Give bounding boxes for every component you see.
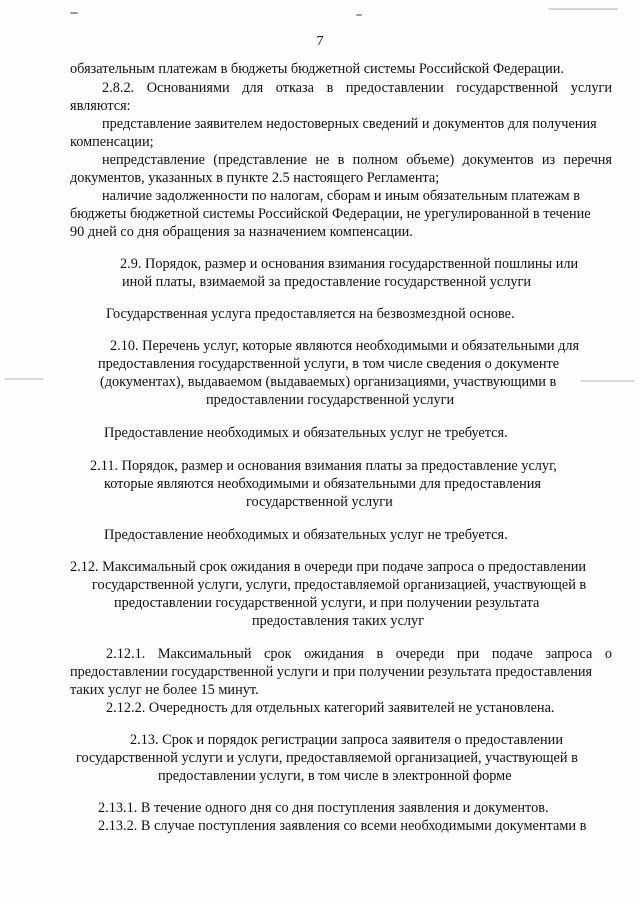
section-heading: 2.12. Максимальный срок ожидания в очереди при подаче запроса о предоставлении xyxy=(70,559,587,575)
text-line: 2.13.2. В случае поступления заявления со всеми необходимыми документами в xyxy=(98,818,587,834)
section-heading: государственной услуги xyxy=(246,494,393,510)
text-line: 2.12.1. Максимальный срок ожидания в очереди при подаче запроса о xyxy=(106,646,612,662)
text-line: наличие задолженности по налогам, сборам и иным обязательным платежам в xyxy=(102,188,581,204)
text-line: обязательным платежам в бюджеты бюджетной системы Российской Федерации. xyxy=(70,61,564,77)
text-line: являются: xyxy=(70,98,131,114)
text-line: компенсации; xyxy=(70,134,154,150)
section-heading: предоставлении государственной услуги xyxy=(206,392,455,408)
scan-speck xyxy=(70,12,78,14)
section-heading: которые являются необходимыми и обязательными для предоставления xyxy=(104,476,541,492)
section-heading: 2.10. Перечень услуг, которые являются необходимыми и обязательными для xyxy=(110,338,580,354)
section-heading: иной платы, взимаемой за предоставление государственной услуги xyxy=(122,274,531,290)
text-line: бюджеты бюджетной системы Российской Федерации, не урегулированной в течение xyxy=(70,206,591,222)
text-line: Государственная услуга предоставляется на безвозмездной основе. xyxy=(106,306,515,322)
section-heading: предоставления таких услуг xyxy=(252,613,425,629)
text-line: 2.13.1. В течение одного дня со дня поступления заявления и документов. xyxy=(98,800,549,816)
section-heading: государственной услуги и услуги, предоставляемой организацией, участвующей в xyxy=(76,750,578,766)
section-heading: государственной услуги, услуги, предоставляемой организацией, участвующей в xyxy=(92,577,587,593)
section-heading: 2.13. Срок и порядок регистрации запроса заявителя о предоставлении xyxy=(130,732,563,748)
text-line: документов, указанных в пункте 2.5 настоящего Регламента; xyxy=(70,170,440,186)
section-heading: предоставлении услуги, в том числе в электронной форме xyxy=(158,768,512,784)
text-line: 2.8.2. Основаниями для отказа в предоставлении государственной услуги xyxy=(102,80,612,96)
section-heading: предоставления государственной услуги, в том числе сведения о документе xyxy=(98,356,560,372)
text-line: Предоставление необходимых и обязательных услуг не требуется. xyxy=(104,527,508,543)
scan-speck xyxy=(580,380,635,382)
text-line: 2.12.2. Очередность для отдельных категорий заявителей не установлена. xyxy=(106,700,555,716)
text-line: представление заявителем недостоверных сведений и документов для получения xyxy=(102,116,597,132)
text-line: предоставлении государственной услуги и при получении результата предоставления xyxy=(70,664,593,680)
text-line: Предоставление необходимых и обязательных услуг не требуется. xyxy=(104,425,508,441)
text-line: непредставление (представление не в полном объеме) документов из перечня xyxy=(102,152,612,168)
section-heading: (документах), выдаваемом (выдаваемых) организациями, участвующими в xyxy=(100,374,557,390)
section-heading: предоставлении государственной услуги, и при получении результата xyxy=(114,595,540,611)
section-heading: 2.9. Порядок, размер и основания взимания государственной пошлины или xyxy=(120,256,579,272)
page-number: 7 xyxy=(316,34,324,49)
text-line: 90 дней со дня обращения за назначением компенсации. xyxy=(70,224,413,240)
text-line: таких услуг не более 15 минут. xyxy=(70,682,259,698)
scan-speck xyxy=(548,8,618,10)
section-heading: 2.11. Порядок, размер и основания взимания платы за предоставление услуг, xyxy=(90,458,557,474)
scan-speck xyxy=(4,378,44,380)
scan-speck xyxy=(356,14,362,16)
